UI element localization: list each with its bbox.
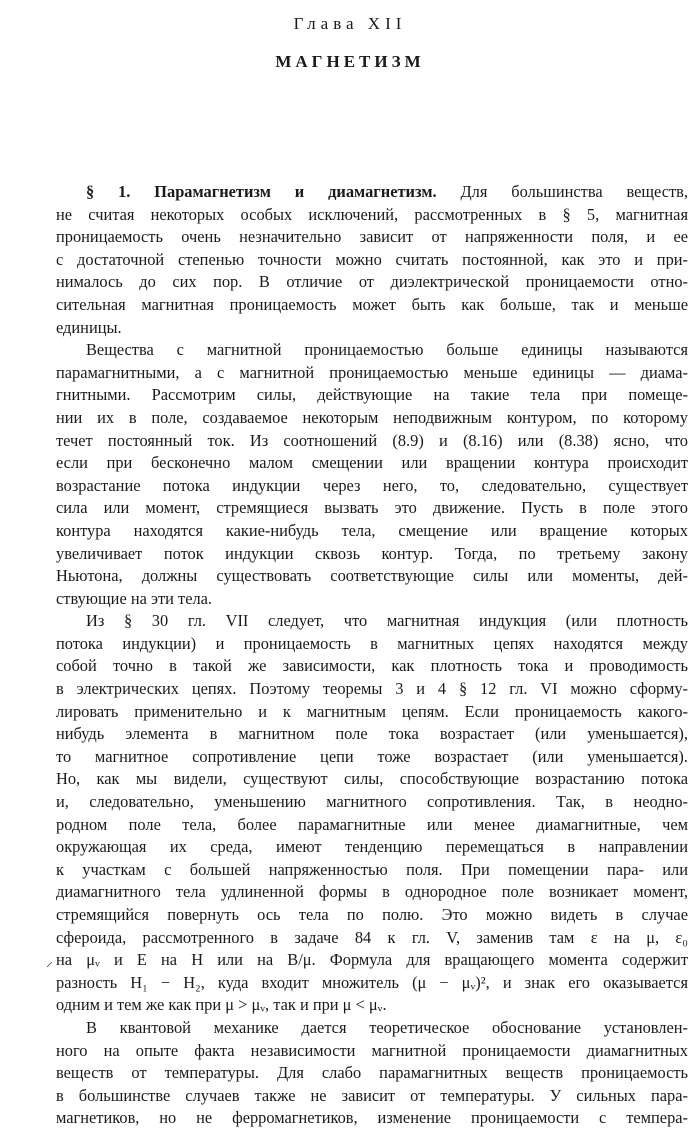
text-line: В квантовой механике дается теоретическое обоснование установлен- bbox=[86, 1017, 688, 1037]
paragraph-2 bbox=[56, 339, 688, 610]
text-line: то магнитное сопротивление цепи тоже возрастает (или уменьшается). bbox=[56, 746, 688, 766]
text-line: возрастание потока индукции через него, то, следовательно, существует bbox=[56, 475, 688, 495]
text-line: проницаемость очень незначительно зависит от напряженности поля, и ее bbox=[56, 227, 688, 247]
text-line: к участкам с большей напряженностью поля. При помещении пара- или bbox=[56, 859, 688, 879]
text-line: диамагнитного тела удлиненной формы в однородное поле возникает момент, bbox=[56, 882, 688, 902]
text-line: одним и тем же как при μ > μᵥ, так и при μ < μᵥ. bbox=[56, 995, 387, 1015]
text-line: магнетиков, но не ферромагнетиков, изменение проницаемости с темпера- bbox=[56, 1108, 688, 1128]
text-line: окружающая их среда, имеют тенденцию перемещаться в направлении bbox=[56, 837, 688, 857]
text-line: с достаточной степенью точности можно считать постоянной, как это и при- bbox=[56, 249, 688, 269]
text-line: парамагнитными, а с магнитной проницаемостью меньше единицы — диама- bbox=[56, 362, 688, 382]
text-line: увеличивает поток индукции сквозь контур. Тогда, по третьему закону bbox=[56, 543, 688, 563]
paragraph-3 bbox=[56, 610, 688, 1017]
text-line: в электрических цепях. Поэтому теоремы 3 и 4 § 12 гл. VI можно сформу- bbox=[56, 679, 688, 699]
text-line: если при бесконечно малом смещении или вращении контура происходит bbox=[56, 453, 688, 473]
text-line: контура находятся какие-нибудь тела, смещение или вращение которых bbox=[56, 520, 688, 540]
paragraph-1 bbox=[56, 181, 688, 339]
text-line: Из § 30 гл. VII следует, что магнитная индукция (или плотность bbox=[86, 611, 688, 631]
text-line: Но, как мы видели, существуют силы, способствующие возрастанию потока bbox=[56, 769, 688, 789]
text-line: гнитными. Рассмотрим силы, действующие на такие тела при помеще- bbox=[56, 385, 688, 405]
text-line: в большинстве случаев также не зависит от температуры. У сильных пара- bbox=[56, 1085, 688, 1105]
chapter-number: Глава XII bbox=[293, 14, 407, 33]
text-line: сфероида, рассмотренного в задаче 84 к гл. V, заменив там ε на μ, ε₀ bbox=[56, 927, 688, 947]
text-line: собой точно в такой же зависимости, как плотность тока и проводимость bbox=[56, 656, 688, 676]
text-line: Ньютона, должны существовать соответствующие силы или моменты, дей- bbox=[56, 566, 688, 586]
margin-mark: ⸝ bbox=[46, 955, 53, 970]
text-line: Вещества с магнитной проницаемостью больше единицы называются bbox=[86, 340, 688, 360]
text-line: § 1. Парамагнетизм и диамагнетизм. Для большинства веществ, bbox=[86, 182, 688, 201]
text-line: родном поле тела, более парамагнитные или менее диамагнитные, чем bbox=[56, 814, 688, 834]
text-line: ного на опыте факта независимости магнитной проницаемости диамагнитных bbox=[56, 1040, 688, 1060]
paragraph-4 bbox=[56, 1017, 688, 1130]
text-line: нималось до сих пор. В отличие от диэлектрической проницаемости отно- bbox=[56, 272, 688, 292]
text-line: сительная магнитная проницаемость может быть как больше, так и меньше bbox=[56, 294, 688, 314]
text-line: течет постоянный ток. Из соотношений (8.9) и (8.16) или (8.38) ясно, что bbox=[56, 430, 688, 450]
text-line: стремящийся повернуть ось тела по полю. Это можно видеть в случае bbox=[56, 905, 688, 924]
text-line: потока индукции) и проницаемость в магнитных цепях находятся между bbox=[56, 633, 688, 653]
section-heading: § 1. Парамагнетизм и диамагнетизм. bbox=[86, 182, 437, 201]
body-text bbox=[56, 181, 688, 1130]
text-line: не считая некоторых особых исключений, рассмотренных в § 5, магнитная bbox=[56, 204, 688, 224]
chapter-title: МАГНЕТИЗМ bbox=[275, 52, 425, 71]
text-line: сила или момент, стремящиеся вызвать это движение. Пусть в поле этого bbox=[56, 498, 688, 518]
text-line: нибудь элемента в магнитном поле тока возрастает (или уменьшается), bbox=[56, 724, 688, 744]
text-line: единицы. bbox=[56, 317, 122, 337]
text-line: разность H₁ − H₂, куда входит множитель (μ − μᵥ)², и знак его оказывается bbox=[56, 972, 688, 992]
text-line: и, следовательно, уменьшению магнитного сопротивления. Так, в неодно- bbox=[56, 792, 688, 812]
text-line: нии их в поле, создаваемое некоторым неподвижным контуром, по которому bbox=[56, 407, 688, 427]
text-line: ствующие на эти тела. bbox=[56, 588, 213, 608]
text-line: лировать применительно и к магнитным цепям. Если проницаемость какого- bbox=[56, 701, 688, 721]
text-line: веществ от температуры. Для слабо парамагнитных веществ проницаемость bbox=[56, 1063, 688, 1083]
text-line: на μᵥ и E на H или на B/μ. Формула для вращающего момента содержит bbox=[56, 950, 688, 970]
